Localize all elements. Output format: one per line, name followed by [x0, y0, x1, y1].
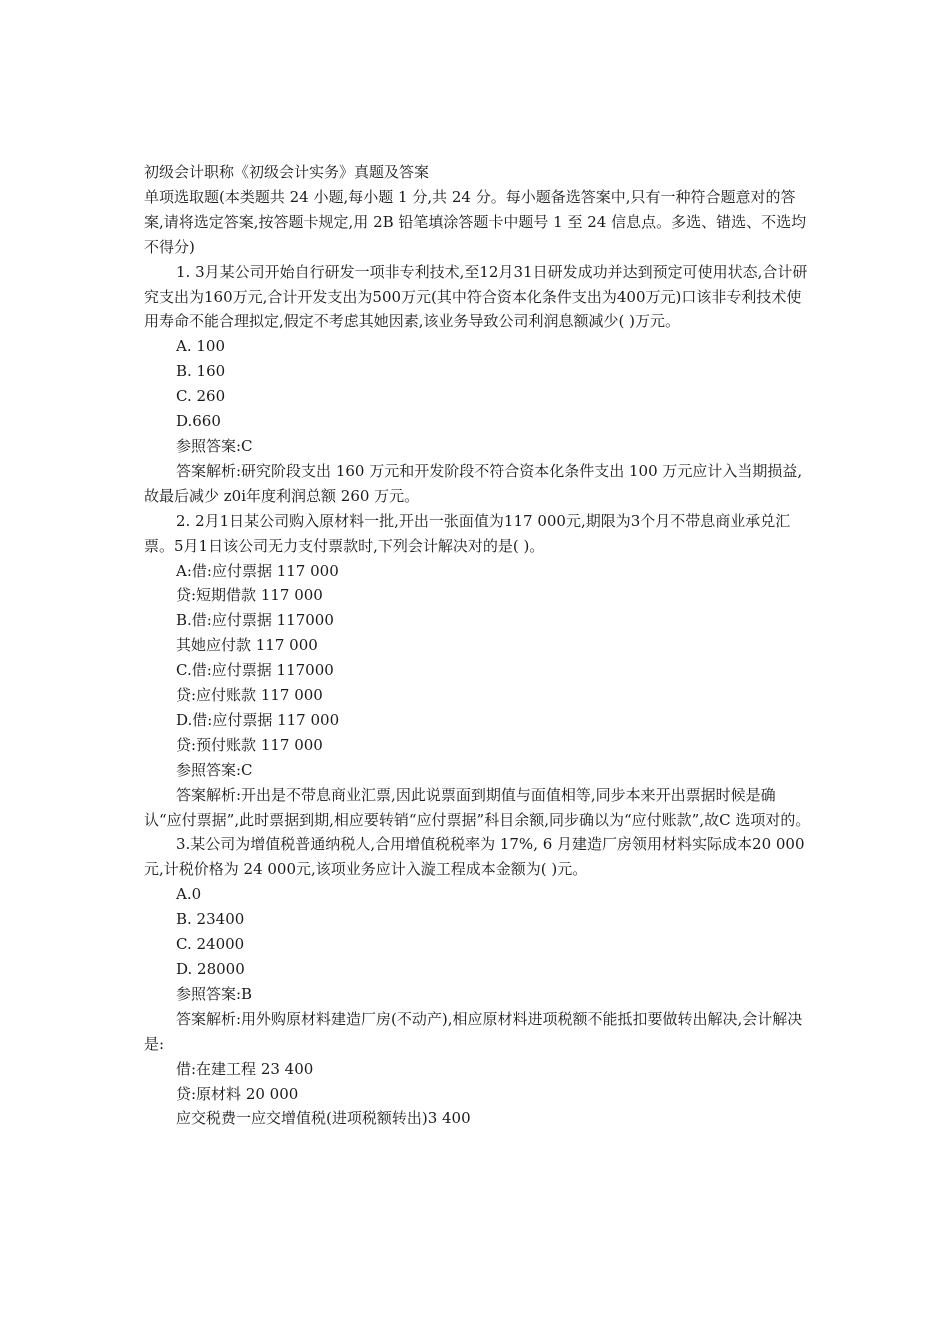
- question-3-answer: 参照答案:B: [176, 984, 253, 1003]
- question-3-entry: 应交税费一应交增值税(进项税额转出)3 400: [176, 1109, 471, 1128]
- question-3-entry: 贷:原材料 20 000: [176, 1084, 299, 1103]
- question-1-answer: 参照答案:C: [176, 436, 253, 455]
- question-2-line: 其她应付款 117 000: [176, 636, 318, 655]
- question-1-option-a: A. 100: [176, 337, 225, 356]
- document-page: [144, 160, 812, 1131]
- question-2-answer: 参照答案:C: [176, 760, 253, 779]
- section-intro: 单项选取题(本类题共 24 小题,每小题 1 分,共 24 分。每小题备选答案中,只有一种符合题意对的答案,请将选定答案,按答题卡规定,用 2B 铅笔填涂答题卡中题号 1 至 24 信息点。多选、错选、不选均不得分): [144, 187, 807, 256]
- question-2-line: D.借:应付票据 117 000: [176, 710, 340, 729]
- question-2-stem: 2. 2月1日某公司购入原材料一批,开出一张面值为117 000元,期限为3个月不带息商业承兑汇票。5月1日该公司无力支付票款时,下列会计解决对的是( )。: [144, 511, 791, 555]
- question-3-option-b: B. 23400: [176, 910, 245, 929]
- question-3-stem: 3.某公司为增值税普通纳税人,合用增值税税率为 17%, 6 月建造厂房领用材料实际成本20 000元,计税价格为 24 000元,该项业务应计入漩工程成本金额为( )元。: [144, 835, 805, 879]
- question-2-line: 贷:短期借款 117 000: [176, 586, 323, 605]
- question-1-option-c: C. 260: [176, 387, 226, 406]
- question-3-option-a: A.0: [176, 885, 202, 904]
- question-2-line: C.借:应付票据 117000: [176, 661, 334, 680]
- question-2-line: 贷:应付账款 117 000: [176, 686, 323, 705]
- question-2-line: B.借:应付票据 117000: [176, 611, 334, 630]
- question-3-analysis: 答案解析:用外购原材料建造厂房(不动产),相应原材料进项税额不能抵扣要做转出解决,会计解决是:: [144, 1009, 803, 1053]
- question-1-option-d: D.660: [176, 412, 221, 431]
- question-1-stem: 1. 3月某公司开始自行研发一项非专利技术,至12月31日研发成功并达到预定可使用状态,合计研究支出为160万元,合计开发支出为500万元(其中符合资本化条件支出为400万元)口该非专利技术使用寿命不能合理拟定,假定不考虑其她因素,该业务导致公司利润息额减少( )万元。: [144, 262, 808, 331]
- document-title: 初级会计职称《初级会计实务》真题及答案: [144, 163, 430, 181]
- question-3-option-c: C. 24000: [176, 935, 245, 954]
- question-2-line: A:借:应付票据 117 000: [176, 561, 339, 580]
- question-2-analysis: 答案解析:开出是不带息商业汇票,因此说票面到期值与面值相等,同步本来开出票据时候是确认“应付票据”,此时票据到期,相应要转销“应付票据”科目余额,同步确以为“应付账款”,故C 选项对的。: [144, 785, 811, 829]
- question-3-option-d: D. 28000: [176, 960, 245, 978]
- question-2-line: 贷:预付账款 117 000: [176, 735, 323, 754]
- question-1-option-b: B. 160: [176, 362, 226, 381]
- question-3-entry: 借:在建工程 23 400: [176, 1059, 314, 1078]
- question-1-analysis: 答案解析:研究阶段支出 160 万元和开发阶段不符合资本化条件支出 100 万元应计入当期损益,故最后减少 z0i年度利润总额 260 万元。: [144, 461, 803, 505]
